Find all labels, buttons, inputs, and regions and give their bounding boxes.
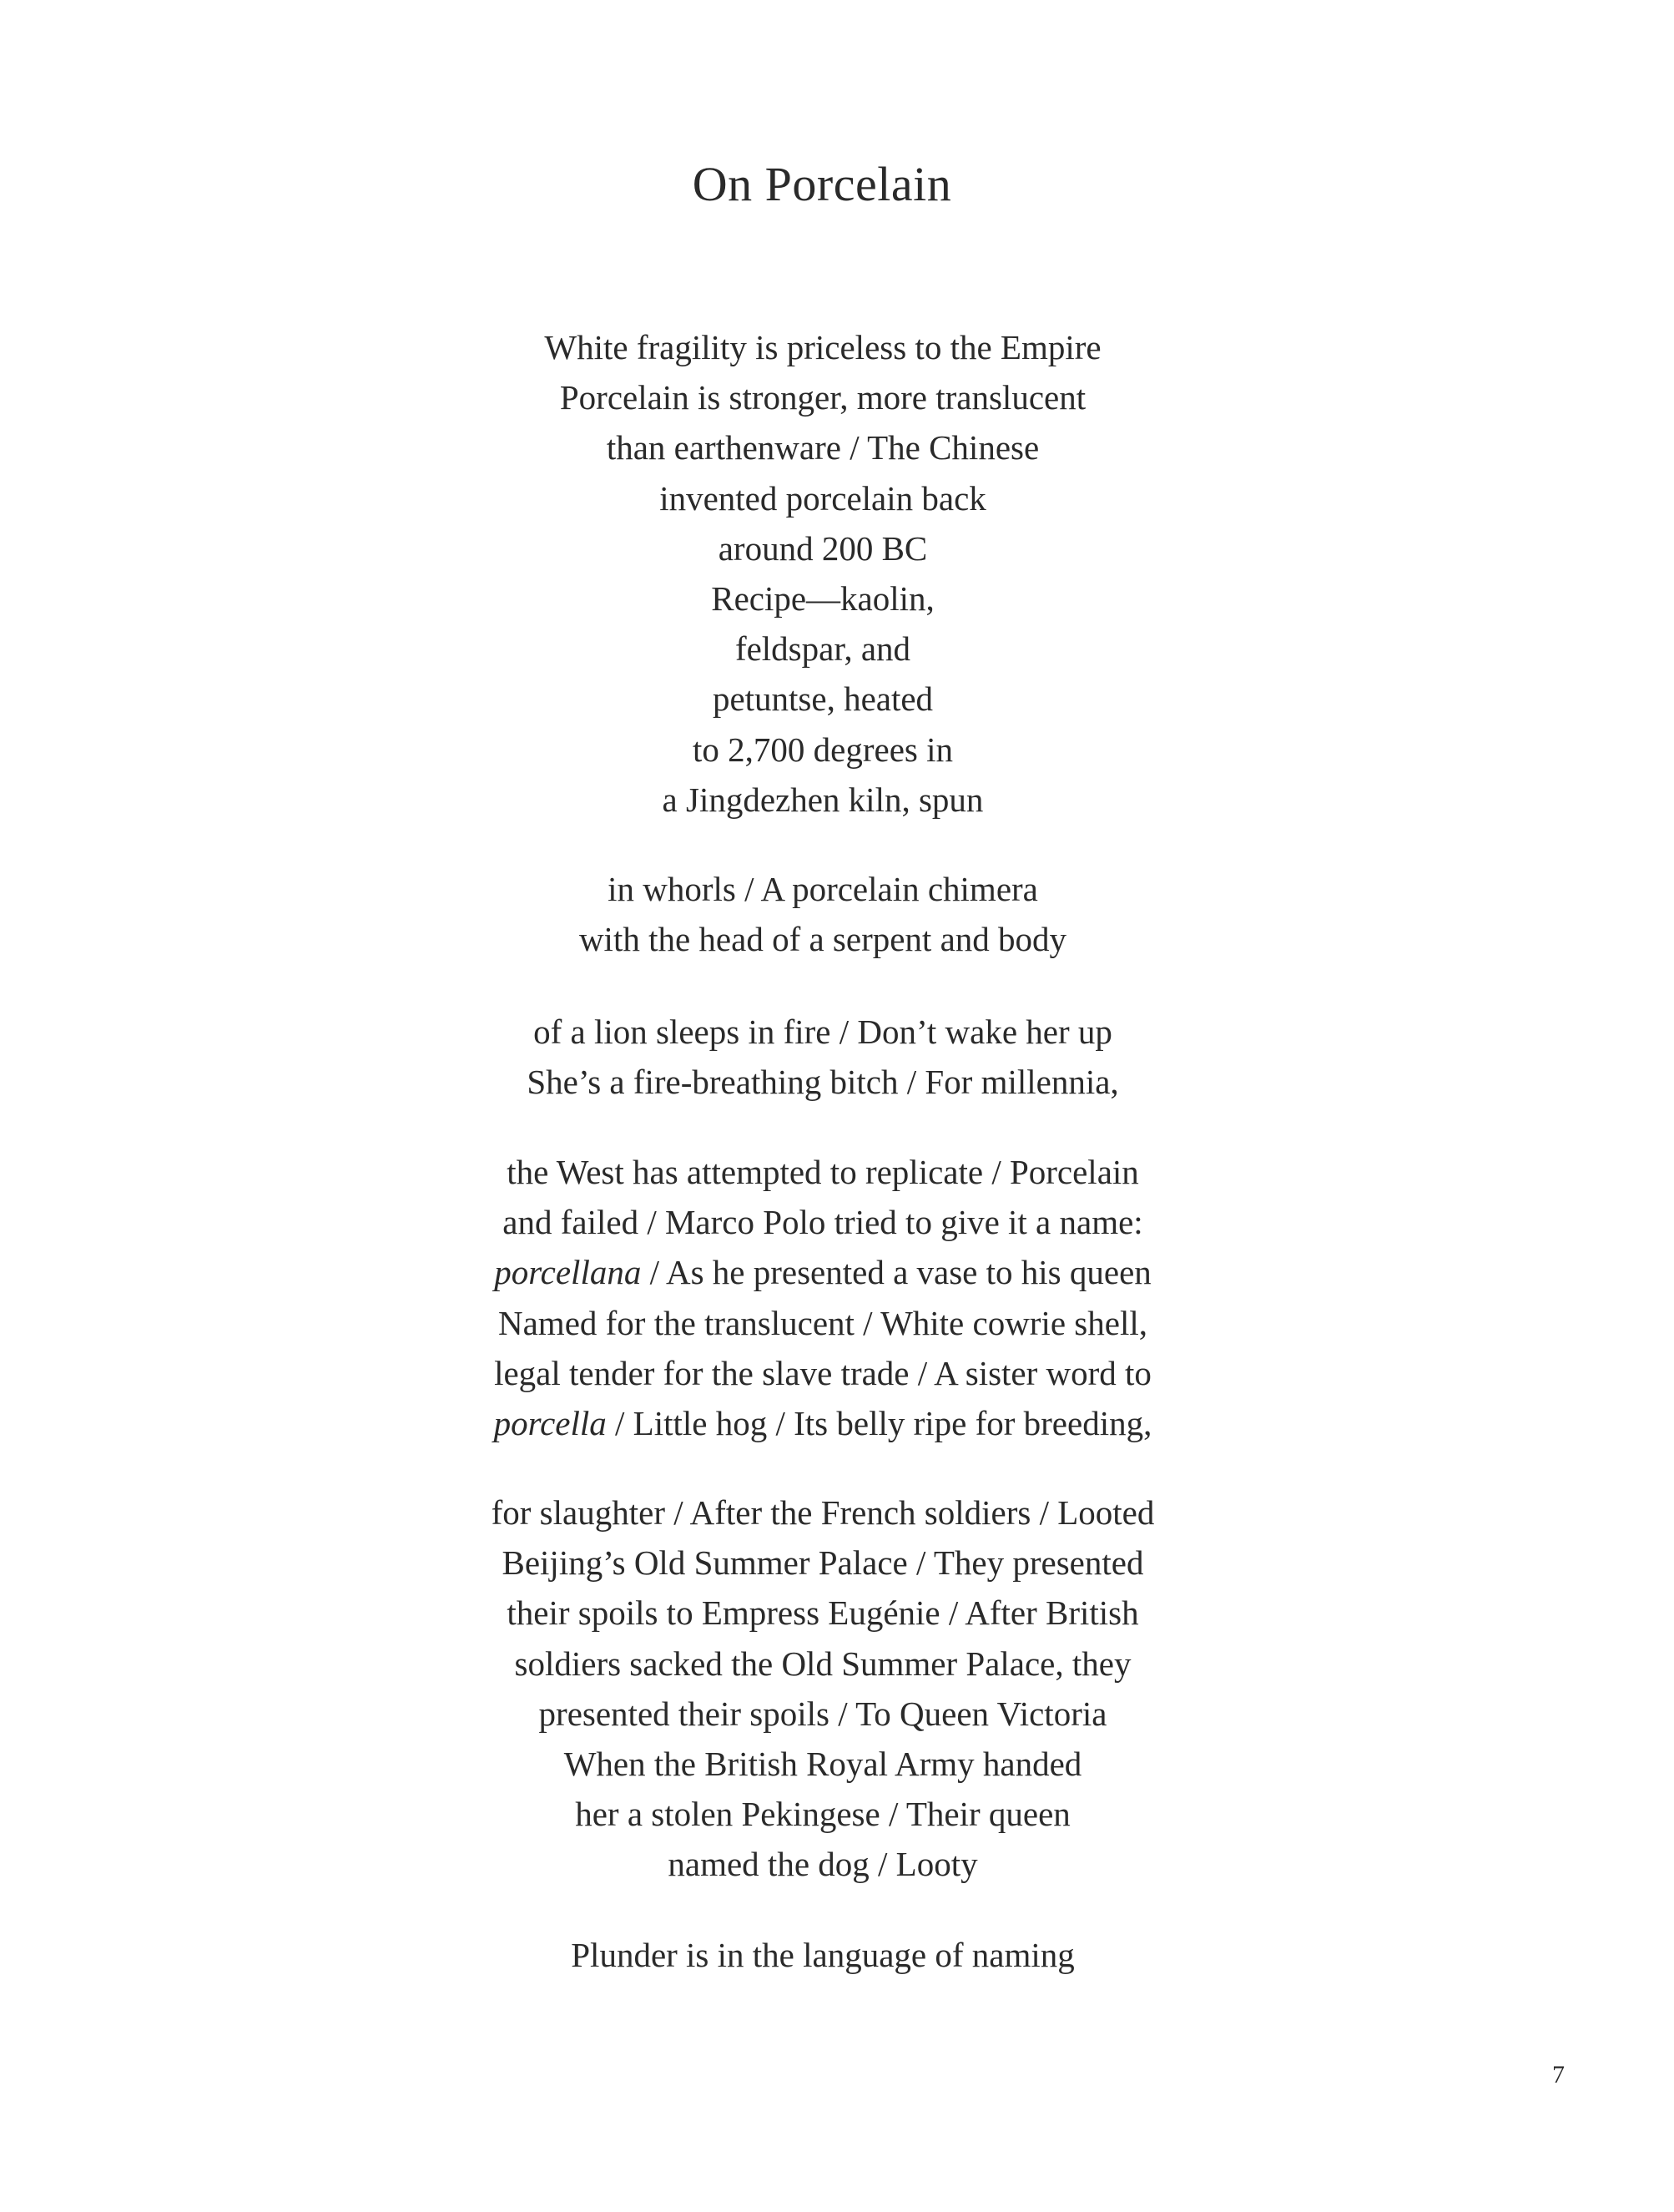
poem-line xyxy=(0,1538,1646,1588)
poem-line xyxy=(0,1398,1646,1448)
poem-line xyxy=(0,1057,1646,1107)
line-text: Beijing’s Old Summer Palace / They presented xyxy=(502,1543,1144,1583)
poem-line xyxy=(0,422,1646,472)
stanza-4 xyxy=(0,1147,1646,1448)
line-text: her a stolen Pekingese / Their queen xyxy=(575,1795,1071,1834)
line-text: for slaughter / After the French soldiers / Looted xyxy=(491,1493,1155,1532)
poem-line xyxy=(0,372,1646,422)
poem-line xyxy=(0,1839,1646,1889)
line-text: Named for the translucent / White cowrie shell, xyxy=(498,1303,1147,1342)
stanza-6 xyxy=(0,1930,1646,1980)
line-text: and failed / Marco Polo tried to give it a name: xyxy=(502,1203,1143,1242)
line-text: petuntse, heated xyxy=(712,679,934,719)
line-text: named the dog / Looty xyxy=(668,1845,978,1884)
poem-line xyxy=(0,473,1646,523)
stanza-3 xyxy=(0,1007,1646,1107)
poem-line xyxy=(0,1789,1646,1839)
poem-line xyxy=(0,1197,1646,1247)
line-text: Recipe—kaolin, xyxy=(711,579,935,619)
line-text: soldiers sacked the Old Summer Palace, they xyxy=(514,1644,1132,1683)
line-text: than earthenware / The Chinese xyxy=(606,428,1040,467)
stanza-2 xyxy=(0,864,1646,964)
line-text: a Jingdezhen kiln, spun xyxy=(662,780,984,819)
line-text: invented porcelain back xyxy=(659,478,986,518)
poem-line xyxy=(0,624,1646,674)
line-text: / Little hog / Its belly ripe for breeding, xyxy=(606,1404,1152,1443)
line-text: feldspar, and xyxy=(734,629,911,669)
poem-line xyxy=(0,1689,1646,1739)
line-text: their spoils to Empress Eugénie / After British xyxy=(507,1593,1139,1633)
poem-line xyxy=(0,1739,1646,1789)
poem-line xyxy=(0,725,1646,775)
italic-word: porcella xyxy=(493,1404,607,1443)
page-number: 7 xyxy=(1552,2061,1565,2088)
line-text: of a lion sleeps in fire / Don’t wake her up xyxy=(533,1013,1112,1051)
poem-line xyxy=(0,1007,1646,1057)
poem-line xyxy=(0,1588,1646,1638)
poem-line xyxy=(0,1930,1646,1980)
line-text: White fragility is priceless to the Empire xyxy=(544,328,1102,366)
stanza-5 xyxy=(0,1487,1646,1890)
poem-line xyxy=(0,1639,1646,1689)
italic-word: porcellana xyxy=(494,1253,642,1292)
line-text: presented their spoils / To Queen Victoria xyxy=(538,1694,1107,1733)
line-text: When the British Royal Army handed xyxy=(563,1745,1082,1784)
poem-line xyxy=(0,864,1646,914)
poem-line xyxy=(0,1487,1646,1538)
line-text: / As he presented a vase to his queen xyxy=(641,1253,1152,1292)
line-text: Porcelain is stronger, more translucent xyxy=(559,378,1087,417)
line-text: legal tender for the slave trade / A sister word to xyxy=(494,1353,1152,1392)
poem-line xyxy=(0,775,1646,825)
poem-line xyxy=(0,1348,1646,1398)
line-text: in whorls / A porcelain chimera xyxy=(608,870,1038,908)
poem-line xyxy=(0,1298,1646,1348)
poem-title: On Porcelain xyxy=(692,157,952,211)
line-text: the West has attempted to replicate / Porcelain xyxy=(507,1153,1139,1191)
poem-line xyxy=(0,322,1646,372)
line-text: with the head of a serpent and body xyxy=(578,920,1067,959)
poem-line xyxy=(0,1247,1646,1297)
line-text: to 2,700 degrees in xyxy=(693,730,953,769)
poem-line xyxy=(0,914,1646,964)
poem-line xyxy=(0,573,1646,624)
poem-line xyxy=(0,523,1646,573)
poem-line xyxy=(0,1147,1646,1197)
stanza-1 xyxy=(0,322,1646,825)
line-text: Plunder is in the language of naming xyxy=(571,1936,1075,1974)
line-text: She’s a fire-breathing bitch / For millennia, xyxy=(527,1063,1119,1102)
poem-line xyxy=(0,674,1646,724)
line-text: around 200 BC xyxy=(718,528,928,568)
